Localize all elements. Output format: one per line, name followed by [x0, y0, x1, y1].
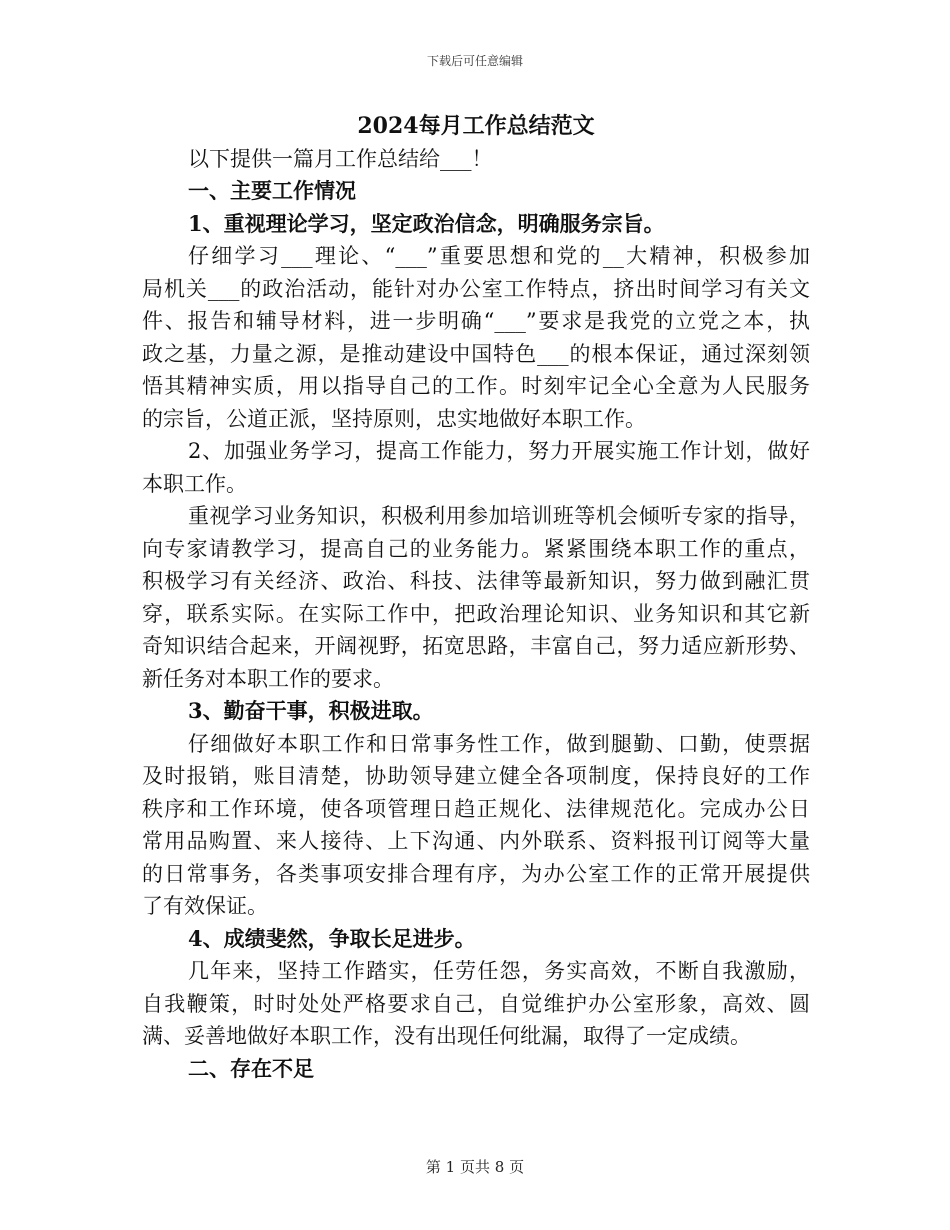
- paragraph: [142, 143, 810, 176]
- text-line: 3、勤奋干事，积极进取。: [188, 698, 434, 723]
- text-line: 二、存在不足: [188, 1055, 314, 1081]
- page-header: 下载后可任意编辑: [426, 54, 523, 68]
- text-line: 政之基，力量之源，是推动建设中国特色___的根本保证，通过深刻领: [142, 341, 810, 366]
- text-line: 奇知识结合起来，开阔视野，拓宽思路，丰富自己，努力适应新形势、: [142, 634, 810, 658]
- paragraph: [142, 435, 810, 500]
- text-line: 及时报销，账目清楚，协助领导建立健全各项制度，保持良好的工作: [142, 764, 810, 788]
- section-heading: [142, 208, 810, 241]
- section-heading: [142, 923, 810, 956]
- section-heading: [142, 175, 810, 208]
- text-line: 积极学习有关经济、政治、科技、法律等最新知识，努力做到融汇贯: [142, 569, 810, 593]
- paragraph: [142, 240, 810, 435]
- text-line: 穿，联系实际。在实际工作中，把政治理论知识、业务知识和其它新: [142, 601, 810, 626]
- text-line: 重视学习业务知识，积极利用参加培训班等机会倾听专家的指导，: [188, 504, 810, 528]
- document-title: [142, 110, 810, 143]
- text-line: 4、成绩斐然，争取长足进步。: [188, 925, 476, 951]
- text-line: 1、重视理论学习，坚定政治信念，明确服务宗旨。: [188, 210, 665, 236]
- paragraph: [142, 500, 810, 695]
- section-heading: [142, 695, 810, 728]
- text-line: 满、妥善地做好本职工作，没有出现任何纰漏，取得了一定成绩。: [142, 1024, 751, 1048]
- text-line: 常用品购置、来人接待、上下沟通、内外联系、资料报刊订阅等大量: [142, 829, 810, 853]
- text-line: 的日常事务，各类事项安排合理有序，为办公室工作的正常开展提供: [142, 861, 810, 886]
- text-line: 以下提供一篇月工作总结给___！: [188, 146, 493, 171]
- text-line: 新任务对本职工作的要求。: [142, 666, 394, 691]
- text-line: 2、加强业务学习，提高工作能力，努力开展实施工作计划，做好: [188, 439, 810, 463]
- text-line: 仔细学习___理论、“___”重要思想和党的__大精神，积极参加: [188, 244, 810, 268]
- text-line: 向专家请教学习，提高自己的业务能力。紧紧围绕本职工作的重点，: [142, 536, 810, 561]
- text-line: 秩序和工作环境，使各项管理日趋正规化、法律规范化。完成办公日: [142, 796, 810, 821]
- text-line: 局机关___的政治活动，能针对办公室工作特点，挤出时间学习有关文: [142, 276, 810, 301]
- text-line: 2024每月工作总结范文: [357, 113, 595, 139]
- paragraph: [142, 955, 810, 1053]
- text-line: 本职工作。: [142, 471, 247, 496]
- text-line: 件、报告和辅导材料，进一步明确“___”要求是我党的立党之本，执: [142, 309, 810, 333]
- text-line: 仔细做好本职工作和日常事务性工作，做到腿勤、口勤，使票据: [188, 731, 810, 756]
- page-footer: 第 1 页共 8 页: [425, 1158, 525, 1176]
- text-line: 的宗旨，公道正派，坚持原则，忠实地做好本职工作。: [142, 406, 646, 431]
- document-body: [142, 110, 810, 1085]
- text-line: 几年来，坚持工作踏实，任劳任怨，务实高效，不断自我激励，: [188, 959, 810, 983]
- text-line: 了有效保证。: [142, 894, 268, 918]
- paragraph: [142, 728, 810, 923]
- text-line: 悟其精神实质，用以指导自己的工作。时刻牢记全心全意为人民服务: [142, 374, 810, 398]
- section-heading: [142, 1053, 810, 1086]
- text-line: 自我鞭策，时时处处严格要求自己，自觉维护办公室形象，高效、圆: [142, 991, 810, 1016]
- text-line: 一、主要工作情况: [188, 178, 356, 203]
